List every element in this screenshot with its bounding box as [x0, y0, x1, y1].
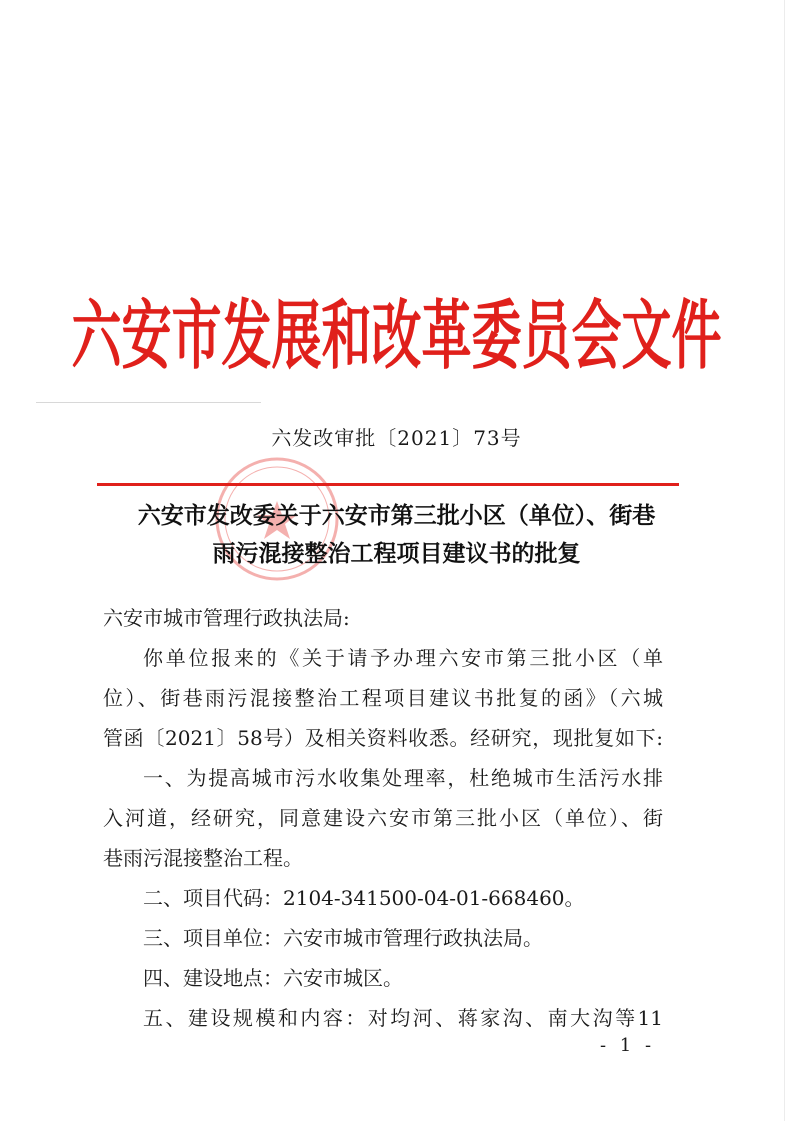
document-header-title: 六安市发展和改革委员会文件 — [71, 292, 722, 380]
addressee: 六安市城市管理行政执法局: — [103, 606, 350, 630]
page-number: - 1 - — [600, 1035, 656, 1056]
body-line: 二、项目代码：2104-341500-04-01-668460。 — [143, 886, 585, 910]
subject-line-1: 六安市发改委关于六安市第三批小区（单位）、街巷 — [137, 502, 656, 529]
body-line: 位）、街巷雨污混接整治工程项目建议书批复的函》（六城 — [103, 686, 663, 710]
body-line: 四、建设地点：六安市城区。 — [143, 966, 403, 990]
scan-artifact-line — [36, 402, 261, 403]
body-line: 五、建设规模和内容：对均河、蒋家沟、南大沟等11 — [143, 1006, 663, 1030]
document-number: 六发改审批〔2021〕73号 — [271, 426, 522, 450]
body-line: 三、项目单位：六安市城市管理行政执法局。 — [143, 926, 543, 950]
subject-line-2: 雨污混接整治工程项目建议书的批复 — [212, 540, 581, 567]
document-subject — [60, 497, 733, 573]
body-line: 入河道，经研究，同意建设六安市第三批小区（单位）、街 — [103, 806, 663, 830]
scan-edge — [784, 0, 785, 1121]
body-line: 你单位报来的《关于请予办理六安市第三批小区（单 — [143, 646, 663, 670]
body-line: 一、为提高城市污水收集处理率，杜绝城市生活污水排 — [143, 766, 663, 790]
red-divider-line — [97, 483, 679, 486]
body-line: 管函〔2021〕58号）及相关资料收悉。经研究，现批复如下: — [103, 726, 663, 750]
document-body — [103, 598, 663, 1038]
body-line: 巷雨污混接整治工程。 — [103, 846, 303, 870]
